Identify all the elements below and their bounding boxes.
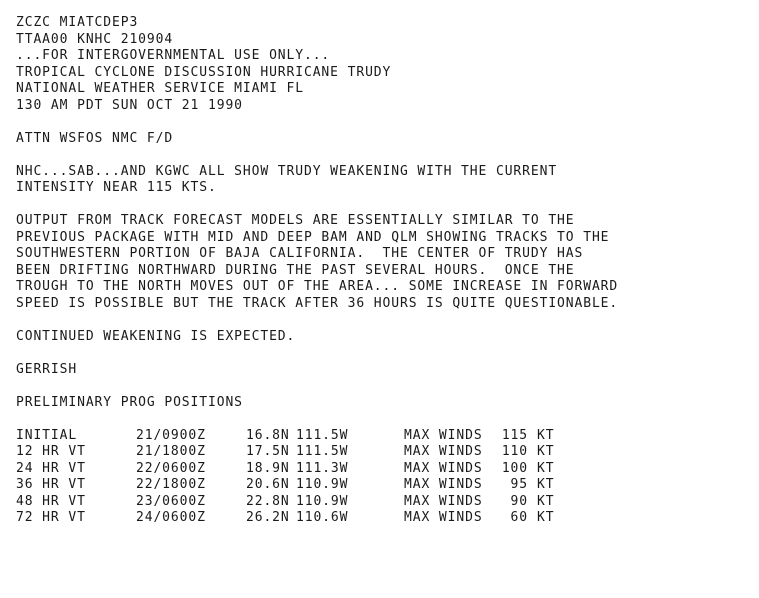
longitude: 110.6W	[296, 510, 349, 525]
spacer	[16, 378, 751, 395]
table-row	[16, 428, 567, 445]
paragraph-intensity	[16, 164, 751, 197]
wind-unit: KT	[537, 460, 555, 476]
max-winds-label: MAX WINDS	[404, 493, 483, 509]
latitude: 16.8N	[246, 427, 290, 443]
forecaster-signature: GERRISH	[16, 361, 78, 377]
paragraph-track	[16, 213, 751, 312]
latitude: 17.5N	[246, 444, 290, 459]
table-row	[16, 494, 567, 511]
prog-positions-table	[16, 428, 567, 527]
spacer	[16, 312, 751, 329]
row-label: 12 HR VT	[16, 444, 86, 459]
max-winds-value: 95	[510, 477, 528, 492]
header-line: NATIONAL WEATHER SERVICE MIAMI FL	[16, 81, 304, 96]
row-label: INITIAL	[16, 427, 78, 443]
row-label: 36 HR VT	[16, 477, 86, 492]
wind-unit: KT	[537, 477, 555, 492]
header-line: ZCZC MIATCDEP3	[16, 15, 139, 30]
max-winds-label: MAX WINDS	[404, 510, 483, 525]
spacer	[16, 411, 751, 428]
wind-unit: KT	[537, 510, 555, 525]
paragraph-line: SPEED IS POSSIBLE BUT THE TRACK AFTER 36 HOURS IS QUITE QUESTIONABLE.	[16, 295, 619, 311]
max-winds-label: MAX WINDS	[404, 460, 483, 476]
paragraph-line: INTENSITY NEAR 115 KTS.	[16, 180, 217, 195]
longitude: 110.9W	[296, 477, 349, 492]
max-winds-label: MAX WINDS	[404, 477, 483, 492]
max-winds-label: MAX WINDS	[404, 444, 483, 459]
paragraph-line: SOUTHWESTERN PORTION OF BAJA CALIFORNIA. THE CENTER OF TRUDY HAS	[16, 246, 584, 261]
paragraph-line: PREVIOUS PACKAGE WITH MID AND DEEP BAM AND QLM SHOWING TRACKS TO THE	[16, 229, 610, 245]
paragraph-line: BEEN DRIFTING NORTHWARD DURING THE PAST SEVERAL HOURS. ONCE THE	[16, 262, 575, 278]
max-winds-value: 115	[501, 427, 528, 443]
max-winds-value: 110	[501, 444, 528, 459]
max-winds-value: 60	[510, 510, 528, 525]
wind-unit: KT	[537, 444, 555, 459]
latitude: 22.8N	[246, 493, 290, 509]
valid-time: 21/1800Z	[136, 444, 206, 459]
paragraph-line: TROUGH TO THE NORTH MOVES OUT OF THE AREA... SOME INCREASE IN FORWARD	[16, 279, 619, 294]
wind-unit: KT	[537, 427, 555, 443]
attn-line: ATTN WSFOS NMC F/D	[16, 130, 174, 146]
spacer	[16, 197, 751, 214]
discussion-document	[16, 15, 751, 527]
valid-time: 21/0900Z	[136, 427, 206, 443]
longitude: 111.5W	[296, 427, 349, 443]
spacer	[16, 147, 751, 164]
latitude: 18.9N	[246, 460, 290, 476]
table-row	[16, 461, 567, 478]
valid-time: 23/0600Z	[136, 493, 206, 509]
header-line: TTAA00 KNHC 210904	[16, 31, 174, 47]
prog-title: PRELIMINARY PROG POSITIONS	[16, 394, 243, 410]
table-row	[16, 477, 567, 494]
max-winds-value: 90	[510, 493, 528, 509]
spacer	[16, 345, 751, 362]
longitude: 111.3W	[296, 460, 349, 476]
valid-time: 22/1800Z	[136, 477, 206, 492]
document-title: TROPICAL CYCLONE DISCUSSION HURRICANE TRUDY	[16, 64, 392, 80]
row-label: 48 HR VT	[16, 493, 86, 509]
paragraph-weakening: CONTINUED WEAKENING IS EXPECTED.	[16, 328, 296, 344]
wind-unit: KT	[537, 493, 555, 509]
table-row	[16, 510, 567, 527]
table-row	[16, 444, 567, 461]
header-block	[16, 15, 751, 114]
paragraph-line: NHC...SAB...AND KGWC ALL SHOW TRUDY WEAKENING WITH THE CURRENT	[16, 163, 558, 179]
longitude: 110.9W	[296, 493, 349, 509]
valid-time: 22/0600Z	[136, 460, 206, 476]
latitude: 26.2N	[246, 510, 290, 525]
header-line: ...FOR INTERGOVERNMENTAL USE ONLY...	[16, 48, 331, 63]
row-label: 72 HR VT	[16, 510, 86, 525]
max-winds-value: 100	[501, 460, 528, 476]
valid-time: 24/0600Z	[136, 510, 206, 525]
latitude: 20.6N	[246, 477, 290, 492]
issue-time: 130 AM PDT SUN OCT 21 1990	[16, 97, 243, 113]
spacer	[16, 114, 751, 131]
max-winds-label: MAX WINDS	[404, 427, 483, 443]
longitude: 111.5W	[296, 444, 349, 459]
row-label: 24 HR VT	[16, 460, 86, 476]
paragraph-line: OUTPUT FROM TRACK FORECAST MODELS ARE ESSENTIALLY SIMILAR TO THE	[16, 213, 575, 228]
